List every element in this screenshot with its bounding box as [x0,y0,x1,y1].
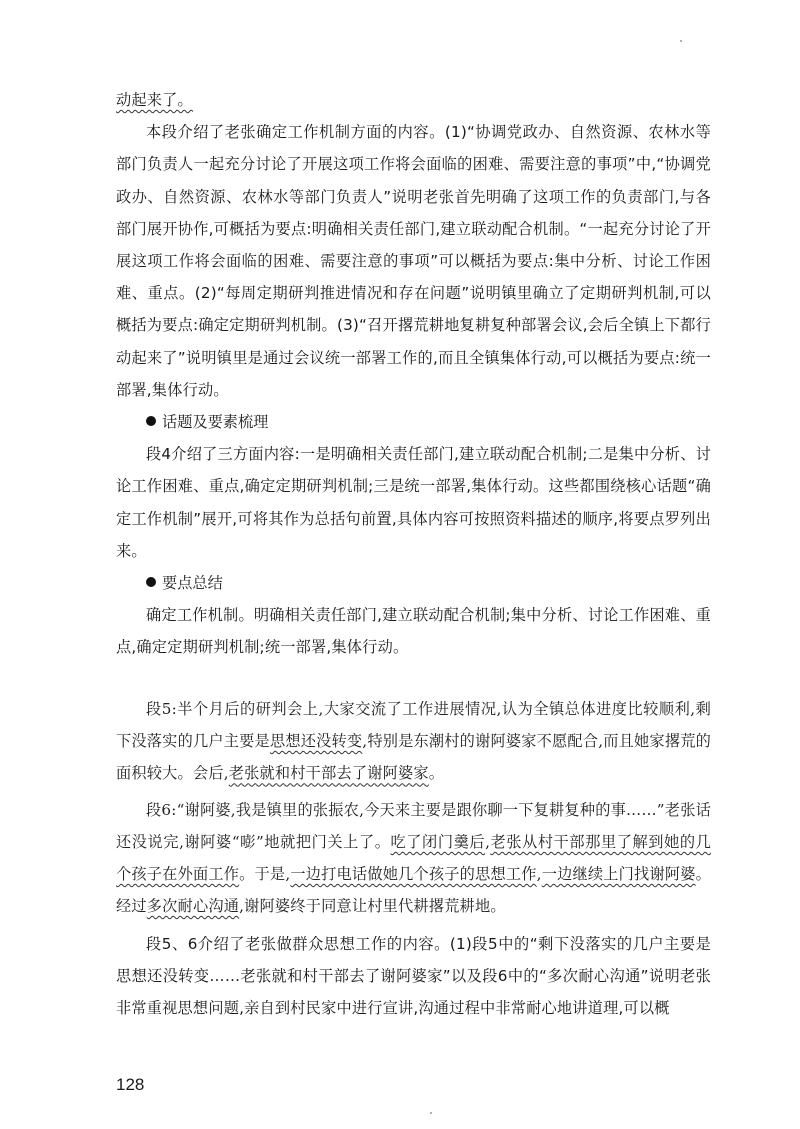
bullet-dot-icon [146,416,156,426]
underlined-phrase: 一边继续上门找谢阿婆 [541,865,696,884]
underlined-phrase: 老张就和村干部去了谢阿婆家 [228,764,429,783]
body-text [116,84,711,664]
scan-speck [430,1112,432,1114]
bullet-topics-label: 话题及要素梳理 [162,413,269,432]
continuation-line [116,84,711,116]
underlined-phrase: 多次耐心沟通 [146,897,240,916]
topics-paragraph: 段4介绍了三方面内容:一是明确相关责任部门,建立联动配合机制;二是集中分析、讨论工作困难、重点,确定定期研判机制;三是统一部署,集体行动。这些都围绕核心话题“确定工作机制”展开,可将其作为总括句前置,具体内容可按照资料描述的顺序,将要点罗列出来。 [116,445,711,560]
material-paragraph-6: 段6:“谢阿婆,我是镇里的张振农,今天来主要是跟你聊一下复耕复种的事……”老张话还没说完,谢阿婆“嘭”地就把门关上了。吃了闭门羹后,老张从村干部那里了解到她的几个孩子在外面工作。于是,一边打电话做她几个孩子的思想工作,一边继续上门找谢阿婆。经过多次耐心沟通,谢阿婆终于同意让村里代耕撂荒耕地。 [116,800,712,916]
analysis-paragraph-2: 段5、6介绍了老张做群众思想工作的内容。(1)段5中的“剩下没落实的几户主要是思想还没转变……老张就和村干部去了谢阿婆家”以及段6中的“多次耐心沟通”说明老张非常重视思想问题,亲自到村民家中进行宣讲,沟通过程中非常耐心地讲道理,可以概 [116,935,711,1018]
underlined-phrase: 老张从村干部那里了解到她的几个孩子在外面工作 [116,832,711,884]
page-number: 128 [116,1075,145,1094]
bullet-topics [116,406,711,438]
analysis-paragraph-1: 本段介绍了老张确定工作机制方面的内容。(1)“协调党政办、自然资源、农林水等部门负责人一起充分讨论了开展这项工作将会面临的困难、需要注意的事项”中,“协调党政办、自然资源、农林水等部门负责人”说明老张首先明确了这项工作的负责部门,与各部门展开协作,可概括为要点:明确相关责任部门,建立联动配合机制。“一起充分讨论了开展这项工作将会面临的困难、需要注意的事项”可以概括为要点:集中分析、讨论工作困难、重点。(2)“每周定期研判推进情况和存在问题”说明镇里确立了定期研判机制,可以概括为要点:确定定期研判机制。(3)“召开撂荒耕地复耕复种部署会议,会后全镇上下都行动起来了”说明镇里是通过会议统一部署工作的,而且全镇集体行动,可以概括为要点:统一部署,集体行动。 [116,123,711,399]
continuation-text: 动起来了。 [116,91,193,109]
bullet-dot-icon [146,577,156,587]
analysis-block-2 [116,928,711,1025]
underlined-phrase: 吃了闭门羹后 [390,832,486,851]
bullet-summary [116,567,711,599]
summary-paragraph: 确定工作机制。明确相关责任部门,建立联动配合机制;集中分析、讨论工作困难、重点,确定定期研判机制;统一部署,集体行动。 [116,606,711,657]
quoted-material [116,693,711,922]
underlined-phrase: 思想还没转变 [269,732,363,751]
underlined-phrase: 一边打电话做她几个孩子的思想工作 [290,865,537,884]
bullet-summary-label: 要点总结 [162,574,223,593]
scan-speck [680,40,682,42]
material-paragraph-5: 段5:半个月后的研判会上,大家交流了工作进展情况,认为全镇总体进度比较顺利,剩下没落实的几户主要是思想还没转变,特别是东潮村的谢阿婆家不愿配合,而且她家撂荒的面积较大。会后,老张就和村干部去了谢阿婆家。 [116,700,711,783]
